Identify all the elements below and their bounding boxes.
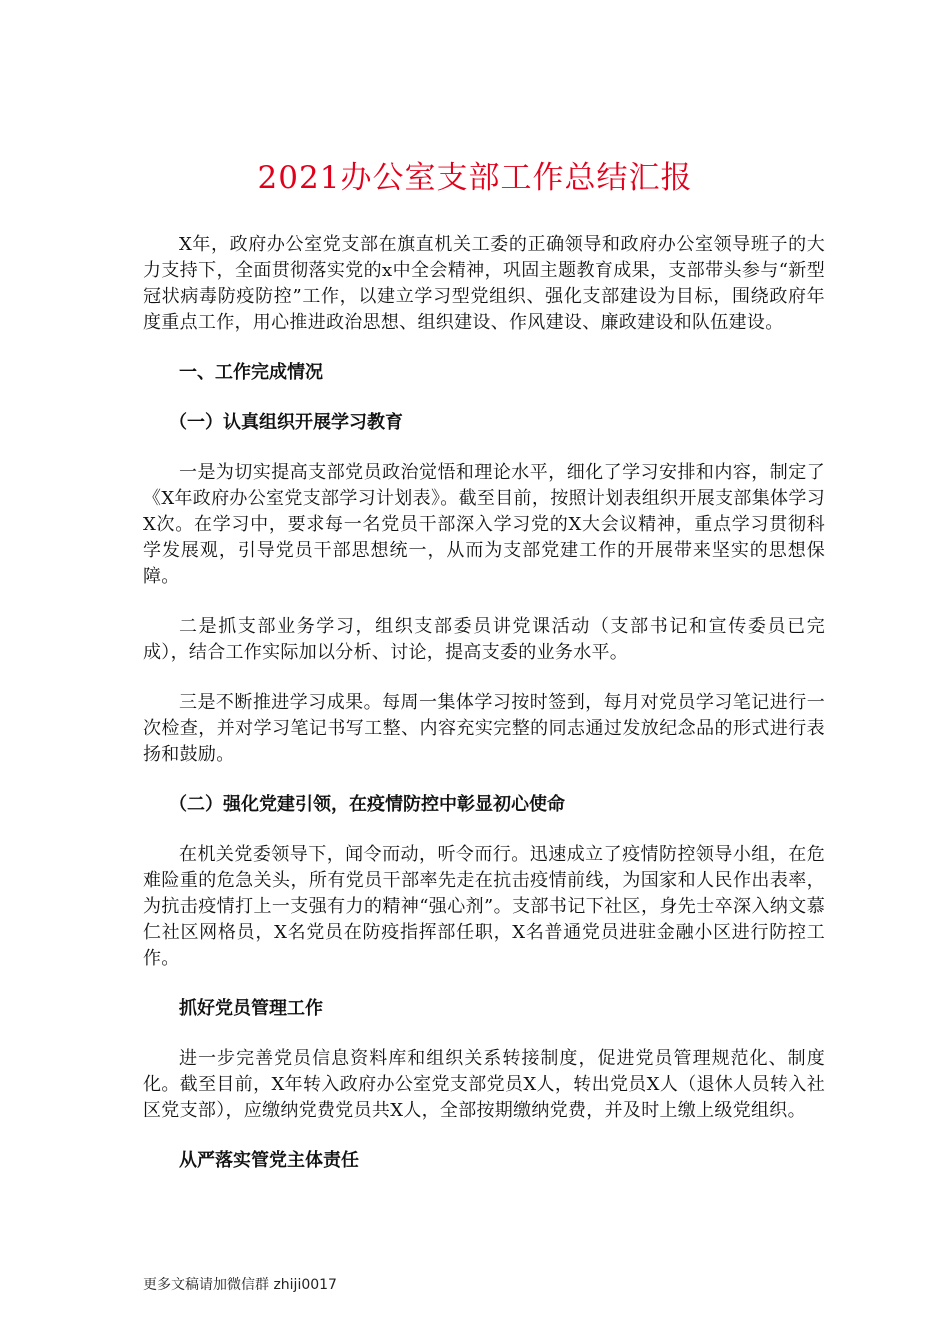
study-paragraph-1: 一是为切实提高支部党员政治觉悟和理论水平，细化了学习安排和内容，制定了《X年政府办公室党支部学习计划表》。截至目前，按照计划表组织开展支部集体学习X次。在学习中，要求每一名党员干部深入学习党的X大会议精神，重点学习贯彻科学发展观，引导党员干部思想统一，从而为支部党建工作的开展带来坚实的思想保障。 <box>143 462 825 587</box>
document-title: 2021办公室支部工作总结汇报 <box>257 160 693 196</box>
study-paragraph-2: 二是抓支部业务学习，组织支部委员讲党课活动（支部书记和宣传委员已完成），结合工作实际加以分析、讨论，提高支委的业务水平。 <box>143 616 825 663</box>
subsection-heading-responsibility: 从严落实管党主体责任 <box>179 1150 359 1171</box>
subsection-heading-study: （一）认真组织开展学习教育 <box>169 412 403 433</box>
study-paragraph-3: 三是不断推进学习成果。每周一集体学习按时签到，每月对党员学习笔记进行一次检查，并对学习笔记书写工整、内容充实完整的同志通过发放纪念品的形式进行表扬和鼓励。 <box>143 692 825 765</box>
intro-paragraph: X年，政府办公室党支部在旗直机关工委的正确领导和政府办公室领导班子的大力支持下，全面贯彻落实党的x中全会精神，巩固主题教育成果，支部带头参与“新型冠状病毒防疫防控”工作，以建立学习型党组织、强化支部建设为目标，围绕政府年度重点工作，用心推进政治思想、组织建设、作风建设、廉政建设和队伍建设。 <box>143 234 825 333</box>
subsection-heading-member-management: 抓好党员管理工作 <box>179 998 323 1019</box>
page-footer: 更多文稿请加微信群 zhiji0017 <box>143 1277 337 1293</box>
section-heading-1: 一、工作完成情况 <box>179 362 323 383</box>
epidemic-paragraph: 在机关党委领导下，闻令而动，听令而行。迅速成立了疫情防控领导小组，在危难险重的危急关头，所有党员干部率先走在抗击疫情前线，为国家和人民作出表率，为抗击疫情打上一支强有力的精神“强心剂”。支部书记下社区，身先士卒深入纳文慕仁社区网格员，X名党员在防疫指挥部任职，X名普通党员进驻金融小区进行防控工作。 <box>143 844 825 969</box>
document-body <box>143 232 825 1174</box>
member-management-paragraph: 进一步完善党员信息资料库和组织关系转接制度，促进党员管理规范化、制度化。截至目前，X年转入政府办公室党支部党员X人，转出党员X人（退休人员转入社区党支部），应缴纳党费党员共X人，全部按期缴纳党费，并及时上缴上级党组织。 <box>143 1048 825 1121</box>
subsection-heading-epidemic: （二）强化党建引领，在疫情防控中彰显初心使命 <box>169 794 565 815</box>
